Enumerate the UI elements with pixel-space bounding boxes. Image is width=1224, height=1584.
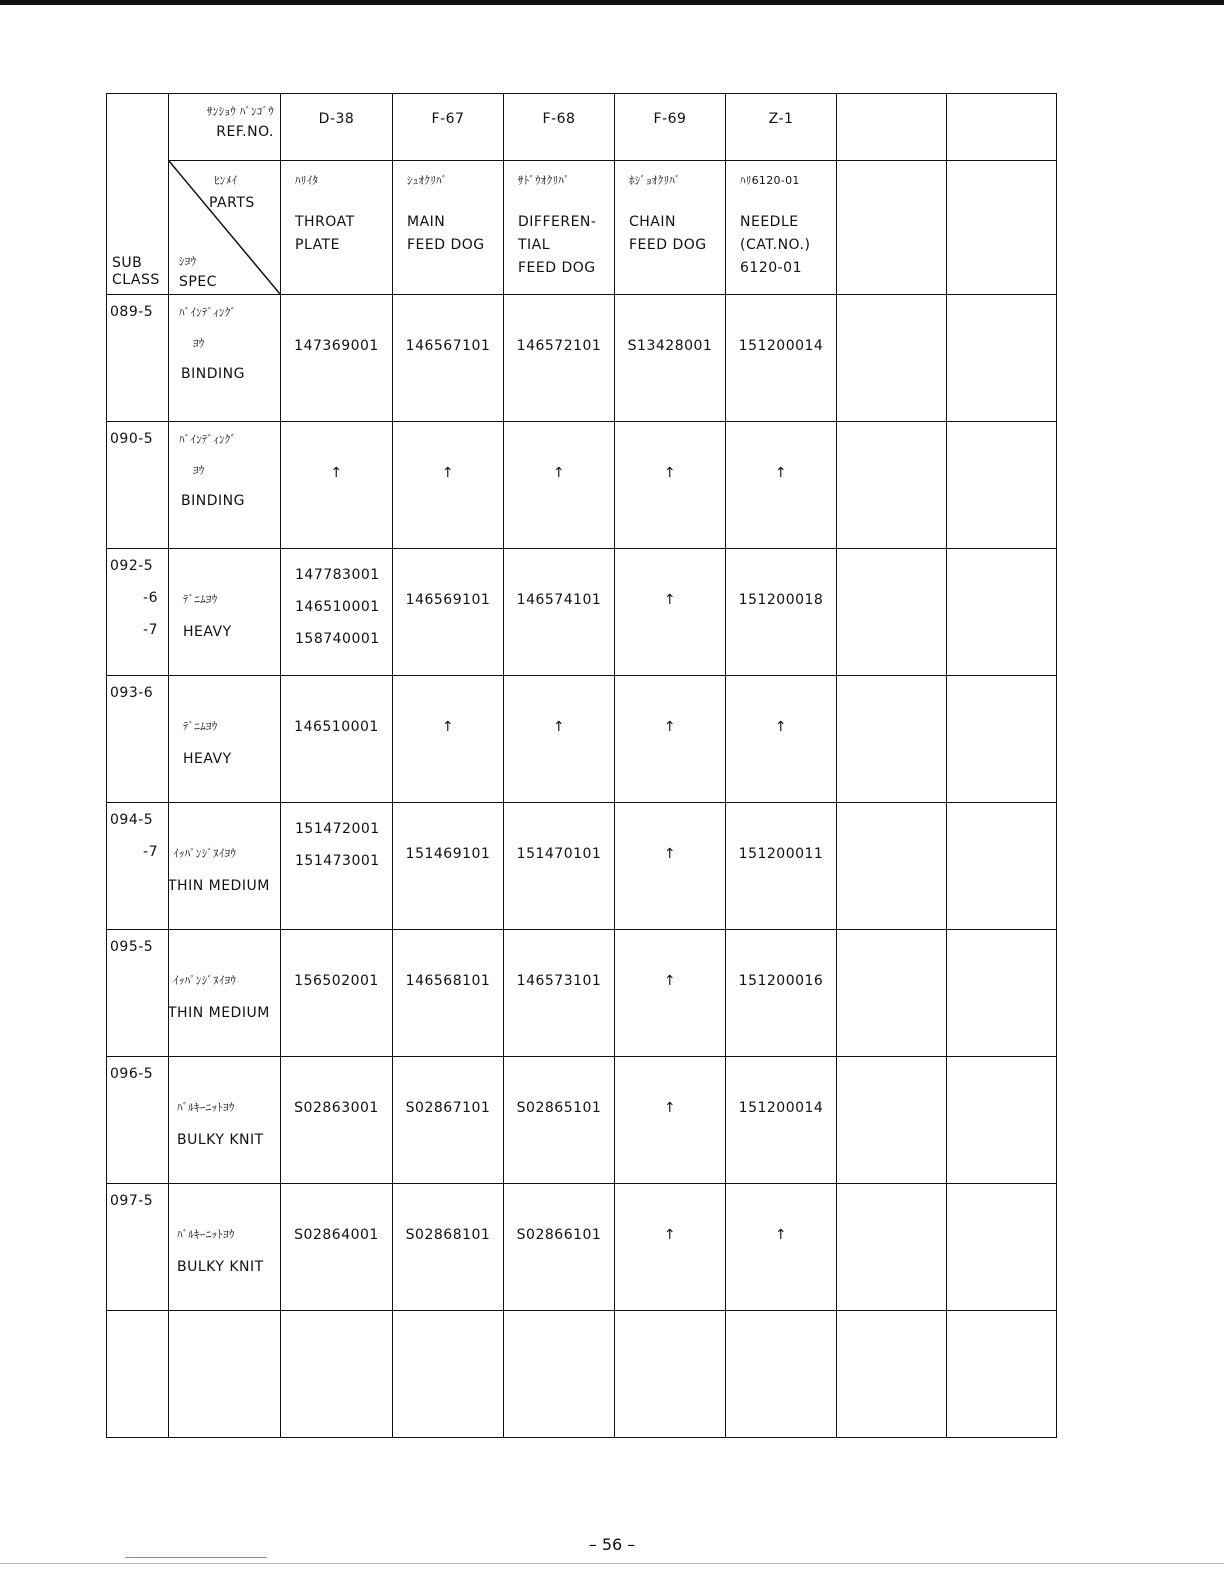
- f69-cell: [615, 1184, 726, 1311]
- part-number: S02865101: [516, 1100, 602, 1116]
- blank-cell: [947, 295, 1057, 422]
- f67-cell: [393, 930, 504, 1057]
- blank-cell: [947, 1184, 1057, 1311]
- ref-cell-f67: [393, 94, 504, 161]
- part-name-cell: [281, 161, 393, 295]
- parts-spec-header: [169, 161, 281, 295]
- part-number: 151472001: [295, 821, 380, 837]
- spec-kata: ﾃﾞﾆﾑﾖｳ: [183, 720, 218, 733]
- same-as-above-arrow: ↑: [663, 1227, 677, 1243]
- spec-english: HEAVY: [183, 624, 232, 640]
- part-number: 158740001: [295, 631, 380, 647]
- blank-cell: [947, 930, 1057, 1057]
- ref-cell-f69: [615, 94, 726, 161]
- part-number: 146567101: [405, 338, 491, 354]
- sub-class-value: 097-5: [110, 1193, 154, 1209]
- f67-cell: [393, 422, 504, 549]
- part-kata: ﾎｼﾞｮｵｸﾘﾊﾞ: [629, 174, 681, 187]
- sub-class-suffix: -7: [143, 844, 158, 860]
- empty-row: [107, 1311, 1057, 1438]
- d38-cell: [281, 930, 393, 1057]
- part-number: 151470101: [516, 846, 602, 862]
- ref-value: D-38: [318, 111, 355, 127]
- same-as-above-arrow: ↑: [441, 719, 455, 735]
- d38-cell: [281, 1184, 393, 1311]
- same-as-above-arrow: ↑: [774, 719, 788, 735]
- blank-cell: [393, 1311, 504, 1438]
- spec-kata: ﾊﾞﾙｷｰﾆｯﾄﾖｳ: [177, 1228, 235, 1241]
- same-as-above-arrow: ↑: [330, 465, 343, 481]
- part-name-cell: [504, 161, 615, 295]
- blank-cell: [947, 803, 1057, 930]
- table-row: [107, 1057, 1057, 1184]
- part-number: 146573101: [516, 973, 602, 989]
- z1-cell: [726, 676, 837, 803]
- same-as-above-arrow: ↑: [552, 719, 566, 735]
- f68-cell: [504, 549, 615, 676]
- part-name-line: CHAIN: [629, 214, 676, 230]
- same-as-above-arrow: ↑: [663, 592, 677, 608]
- part-number: 151200014: [738, 1100, 824, 1116]
- f68-cell: [504, 676, 615, 803]
- spec-kata: ﾊﾞｲﾝﾃﾞｨﾝｸﾞ: [179, 433, 237, 446]
- ref-no-label: REF.NO.: [216, 124, 274, 140]
- ref-kata: ｻﾝｼｮｳ ﾊﾞﾝｺﾞｳ: [207, 105, 274, 118]
- f68-cell: [504, 1057, 615, 1184]
- spec-english: BULKY KNIT: [177, 1259, 264, 1275]
- sub-class-suffix: -6: [143, 590, 158, 606]
- part-name-line: FEED DOG: [518, 260, 596, 276]
- part-name-line: 6120-01: [740, 260, 802, 276]
- blank-cell: [947, 422, 1057, 549]
- ref-cell-z1: [726, 94, 837, 161]
- parts-table: [106, 93, 1057, 1438]
- sub-class-header: [107, 94, 169, 295]
- part-name-cell: [726, 161, 837, 295]
- f67-cell: [393, 676, 504, 803]
- spec-cell: [169, 422, 281, 549]
- f69-cell: [615, 422, 726, 549]
- f69-cell: [615, 295, 726, 422]
- part-name-line: FEED DOG: [407, 237, 485, 253]
- spec-cell: [169, 676, 281, 803]
- footer-link-underline: [125, 1557, 267, 1558]
- ref-cell-blank: [837, 94, 947, 161]
- f67-cell: [393, 1184, 504, 1311]
- part-number: S02867101: [405, 1100, 491, 1116]
- part-number: 151469101: [405, 846, 491, 862]
- ref-value: F-67: [431, 111, 465, 127]
- blank-cell: [947, 161, 1057, 295]
- same-as-above-arrow: ↑: [774, 1227, 788, 1243]
- part-name-line: NEEDLE: [740, 214, 799, 230]
- same-as-above-arrow: ↑: [663, 846, 677, 862]
- same-as-above-arrow: ↑: [663, 719, 677, 735]
- z1-cell: [726, 422, 837, 549]
- table-row: [107, 1184, 1057, 1311]
- d38-cell: [281, 422, 393, 549]
- part-number: S02868101: [405, 1227, 491, 1243]
- ref-cell-f68: [504, 94, 615, 161]
- blank-cell: [947, 1057, 1057, 1184]
- part-number: S02866101: [516, 1227, 602, 1243]
- blank-cell: [837, 1057, 947, 1184]
- part-number: 147369001: [294, 338, 379, 354]
- f69-cell: [615, 803, 726, 930]
- blank-cell: [837, 161, 947, 295]
- part-name-line: TIAL: [518, 237, 551, 253]
- blank-cell: [837, 803, 947, 930]
- table-row: [107, 930, 1057, 1057]
- same-as-above-arrow: ↑: [663, 973, 677, 989]
- z1-cell: [726, 1184, 837, 1311]
- spec-english: BINDING: [181, 366, 245, 382]
- spec-english: THIN MEDIUM: [168, 878, 270, 894]
- d38-cell: [281, 803, 393, 930]
- table-row: [107, 549, 1057, 676]
- blank-cell: [504, 1311, 615, 1438]
- blank-cell: [281, 1311, 393, 1438]
- spec-cell: [169, 549, 281, 676]
- d38-cell: [281, 549, 393, 676]
- sub-class-value: 093-6: [110, 685, 154, 701]
- ref-cell-d38: [281, 94, 393, 161]
- sub-class-cell: [107, 676, 169, 803]
- part-name-line: FEED DOG: [629, 237, 707, 253]
- spec-cell: [169, 803, 281, 930]
- blank-cell: [837, 1184, 947, 1311]
- blank-cell: [837, 676, 947, 803]
- f68-cell: [504, 422, 615, 549]
- same-as-above-arrow: ↑: [441, 465, 455, 481]
- bottom-rule: [0, 1563, 1224, 1564]
- spec-kata-2: ﾖｳ: [193, 337, 205, 350]
- ref-value: Z-1: [768, 111, 794, 127]
- blank-cell: [837, 930, 947, 1057]
- sub-class-value: 092-5: [110, 558, 154, 574]
- blank-cell: [837, 1311, 947, 1438]
- part-number: S02863001: [294, 1100, 379, 1116]
- table-row: [107, 676, 1057, 803]
- f67-cell: [393, 295, 504, 422]
- spec-english: HEAVY: [183, 751, 232, 767]
- part-number: 151200016: [738, 973, 824, 989]
- part-name-line: (CAT.NO.): [740, 237, 811, 253]
- ref-value: F-68: [542, 111, 576, 127]
- same-as-above-arrow: ↑: [663, 465, 677, 481]
- blank-cell: [947, 549, 1057, 676]
- blank-cell: [947, 676, 1057, 803]
- part-number: 151200018: [738, 592, 824, 608]
- sub-label: SUB: [112, 255, 143, 271]
- f69-cell: [615, 549, 726, 676]
- part-number: 156502001: [294, 973, 379, 989]
- d38-cell: [281, 676, 393, 803]
- part-number: 146569101: [405, 592, 491, 608]
- z1-cell: [726, 549, 837, 676]
- sub-class-cell: [107, 295, 169, 422]
- top-rule: [0, 0, 1224, 5]
- blank-cell: [837, 549, 947, 676]
- z1-cell: [726, 1057, 837, 1184]
- ref-value: F-69: [653, 111, 687, 127]
- part-number: 146510001: [295, 599, 380, 615]
- part-number: 146574101: [516, 592, 602, 608]
- parts-label: PARTS: [209, 195, 255, 211]
- f69-cell: [615, 930, 726, 1057]
- sub-class-cell: [107, 803, 169, 930]
- same-as-above-arrow: ↑: [663, 1100, 677, 1116]
- part-kata: ｻﾄﾞｳｵｸﾘﾊﾞ: [518, 174, 570, 187]
- blank-cell: [837, 295, 947, 422]
- part-kata: ﾊﾘｲﾀ: [295, 174, 319, 187]
- part-kata: ｼｭｵｸﾘﾊﾞ: [407, 174, 448, 187]
- f68-cell: [504, 803, 615, 930]
- spec-cell: [169, 295, 281, 422]
- parts-row: [107, 161, 1057, 295]
- f68-cell: [504, 1184, 615, 1311]
- f68-cell: [504, 930, 615, 1057]
- spec-kata: ﾊﾞﾙｷｰﾆｯﾄﾖｳ: [177, 1101, 235, 1114]
- spec-label: SPEC: [179, 274, 217, 290]
- sub-class-value: 094-5: [110, 812, 154, 828]
- part-name-line: THROAT: [295, 214, 355, 230]
- blank-cell: [837, 422, 947, 549]
- f67-cell: [393, 549, 504, 676]
- spec-english: THIN MEDIUM: [168, 1005, 270, 1021]
- sub-class-value: 089-5: [110, 304, 154, 320]
- table-row: [107, 422, 1057, 549]
- page-number: – 56 –: [588, 1535, 636, 1554]
- spec-english: BINDING: [181, 493, 245, 509]
- spec-kata: ｲｯﾊﾟﾝｼﾞﾇｲﾖｳ: [173, 974, 237, 987]
- table-row: [107, 803, 1057, 930]
- part-name-line: MAIN: [407, 214, 446, 230]
- part-number: 146510001: [294, 719, 379, 735]
- spec-cell: [169, 1184, 281, 1311]
- spec-kata: ｲｯﾊﾟﾝｼﾞﾇｲﾖｳ: [173, 847, 237, 860]
- spec-cell: [169, 930, 281, 1057]
- shiyou-kata: ｼﾖｳ: [179, 255, 197, 268]
- sub-class-suffix: -7: [143, 622, 158, 638]
- sub-class-cell: [107, 930, 169, 1057]
- class-label: CLASS: [112, 272, 160, 288]
- ref-row: [107, 94, 1057, 161]
- blank-cell: [726, 1311, 837, 1438]
- sub-class-value: 096-5: [110, 1066, 154, 1082]
- table-row: [107, 295, 1057, 422]
- ref-cell-blank: [947, 94, 1057, 161]
- hinmei-kata: ﾋﾝﾒｲ: [214, 174, 238, 187]
- spec-kata: ﾊﾞｲﾝﾃﾞｨﾝｸﾞ: [179, 306, 237, 319]
- f67-cell: [393, 1057, 504, 1184]
- sub-class-value: 095-5: [110, 939, 154, 955]
- part-kata: ﾊﾘ6120-01: [740, 174, 800, 187]
- f69-cell: [615, 1057, 726, 1184]
- part-name-line: DIFFEREN-: [518, 214, 597, 230]
- part-number: 146572101: [516, 338, 602, 354]
- part-name-line: PLATE: [295, 237, 340, 253]
- same-as-above-arrow: ↑: [552, 465, 566, 481]
- f69-cell: [615, 676, 726, 803]
- sub-class-cell: [107, 1057, 169, 1184]
- part-name-cell: [393, 161, 504, 295]
- blank-cell: [615, 1311, 726, 1438]
- z1-cell: [726, 295, 837, 422]
- same-as-above-arrow: ↑: [774, 465, 788, 481]
- blank-cell: [169, 1311, 281, 1438]
- blank-cell: [947, 1311, 1057, 1438]
- part-number: S02864001: [294, 1227, 379, 1243]
- sub-class-cell: [107, 549, 169, 676]
- part-number: S13428001: [627, 338, 713, 354]
- spec-english: BULKY KNIT: [177, 1132, 264, 1148]
- ref-no-header: [169, 94, 281, 161]
- sub-class-value: 090-5: [110, 431, 154, 447]
- part-number: 151473001: [295, 853, 380, 869]
- d38-cell: [281, 1057, 393, 1184]
- z1-cell: [726, 930, 837, 1057]
- sub-class-cell: [107, 422, 169, 549]
- part-number: 151200014: [738, 338, 824, 354]
- spec-kata-2: ﾖｳ: [193, 464, 205, 477]
- part-number: 151200011: [738, 846, 824, 862]
- spec-kata: ﾃﾞﾆﾑﾖｳ: [183, 593, 218, 606]
- spec-cell: [169, 1057, 281, 1184]
- f68-cell: [504, 295, 615, 422]
- part-number: 147783001: [295, 567, 380, 583]
- sub-class-cell: [107, 1184, 169, 1311]
- blank-cell: [107, 1311, 169, 1438]
- d38-cell: [281, 295, 393, 422]
- z1-cell: [726, 803, 837, 930]
- f67-cell: [393, 803, 504, 930]
- part-name-cell: [615, 161, 726, 295]
- part-number: 146568101: [405, 973, 491, 989]
